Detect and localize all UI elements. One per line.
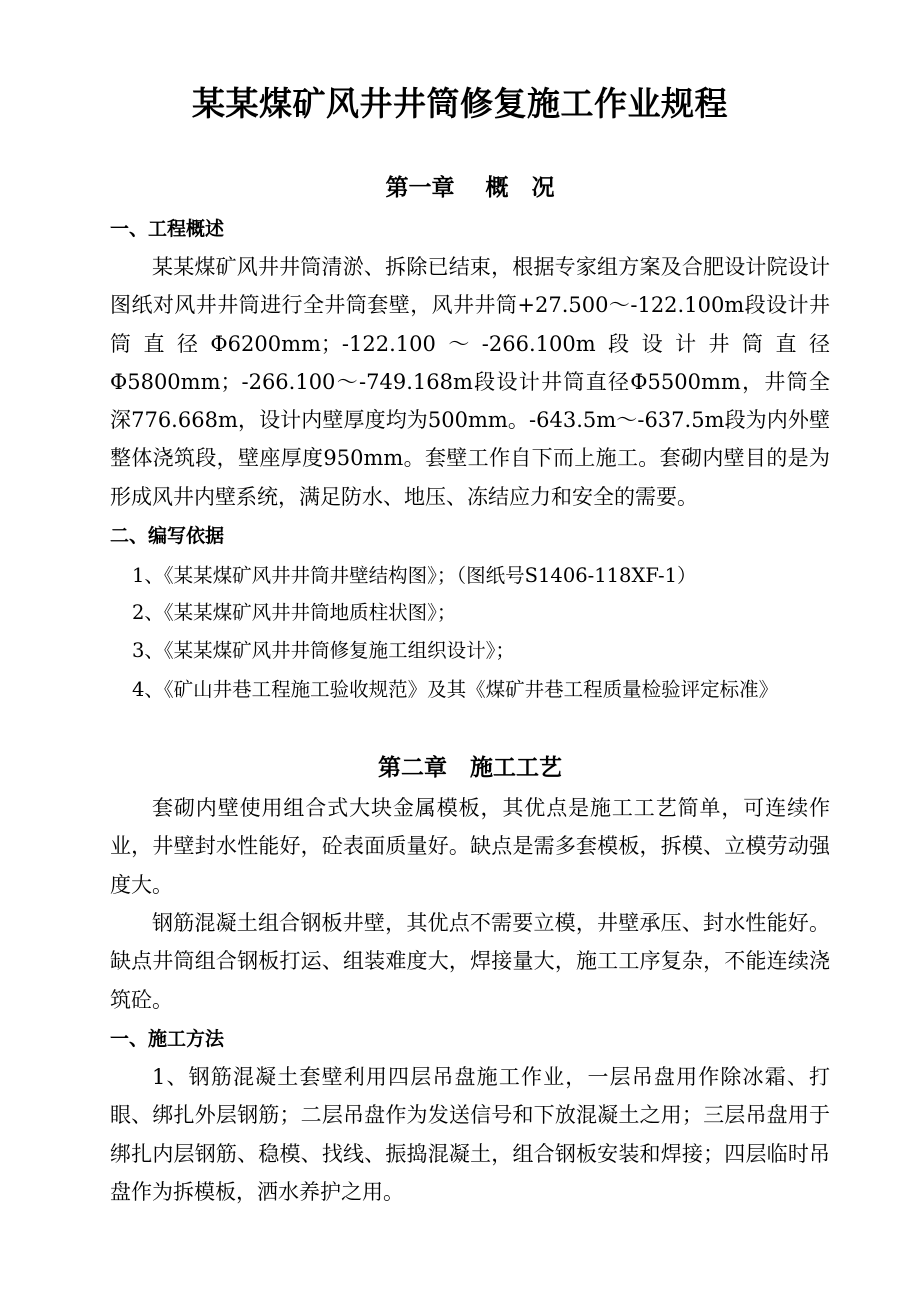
chapter-2-title: 第二章 施工工艺 <box>378 755 562 781</box>
chapter-2-paragraph: 套砌内壁使用组合式大块金属模板，其优点是施工工艺简单，可连续作业，井壁封水性能好，砼表面质量好。缺点是需多套模板，拆模、立模劳动强度大。 <box>110 796 830 897</box>
document-title: 某某煤矿风井井筒修复施工作业规程 <box>192 84 728 123</box>
basis-list-item: 2、《某某煤矿风井井筒地质柱状图》； <box>132 601 457 624</box>
project-overview-paragraph: 某某煤矿风井井筒清淤、拆除已结束，根据专家组方案及合肥设计院设计图纸对风井井筒进行全井筒套壁，风井井筒+27.500～-122.100m段设计井筒直径Φ6200mm；-122.100～-266.100m段设计井筒直径Φ5800mm；-266.100～-749.168m段设计井筒直径Φ5500mm，井筒全深776.668m，设计内壁厚度均为500mm。-643.5m～-637.5m段为内外壁整体浇筑段，壁座厚度950mm。套壁工作自下而上施工。套砌内壁目的是为形成风井内壁系统，满足防水、地压、冻结应力和安全的需要。 <box>110 255 830 509</box>
section-heading-construction-method: 一、施工方法 <box>110 1028 225 1050</box>
construction-method-paragraph: 1、钢筋混凝土套壁利用四层吊盘施工作业，一层吊盘用作除冰霜、打眼、绑扎外层钢筋；二层吊盘作为发送信号和下放混凝土之用；三层吊盘用于绑扎内层钢筋、稳模、找线、振捣混凝土，组合钢板安装和焊接；四层临时吊盘作为拆模板，洒水养护之用。 <box>110 1065 830 1204</box>
chapter-2-paragraph: 钢筋混凝土组合钢板井壁，其优点不需要立模，井壁承压、封水性能好。缺点井筒组合钢板打运、组装难度大，焊接量大，施工工序复杂，不能连续浇筑砼。 <box>110 911 830 1012</box>
basis-list-item: 3、《某某煤矿风井井筒修复施工组织设计》； <box>132 639 515 662</box>
basis-list-item: 1、《某某煤矿风井井筒井壁结构图》；（图纸号S1406-118XF-1） <box>132 564 697 587</box>
section-heading-basis: 二、编写依据 <box>110 525 225 547</box>
section-heading-project-overview: 一、工程概述 <box>110 218 225 240</box>
chapter-1-title: 第一章 概 况 <box>385 175 555 201</box>
basis-list-item: 4、《矿山井巷工程施工验收规范》及其《煤矿井巷工程质量检验评定标准》 <box>132 678 779 701</box>
